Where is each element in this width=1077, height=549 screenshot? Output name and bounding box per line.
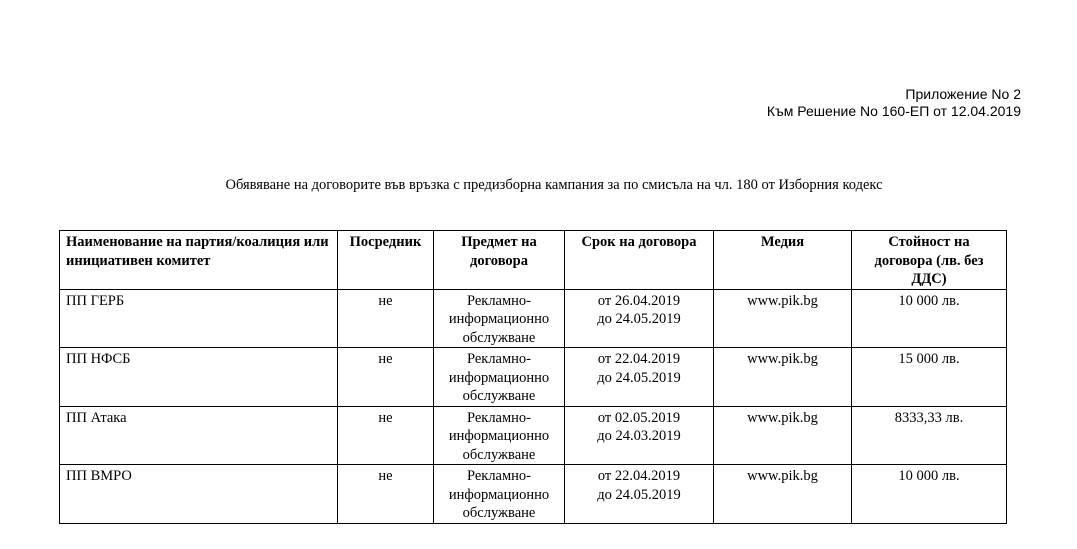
header-term: Срок на договора xyxy=(565,231,714,290)
term-from: от 22.04.2019 xyxy=(597,468,681,484)
cell-term xyxy=(565,465,714,524)
cell-intermediary: не xyxy=(338,348,434,407)
term-to: до 24.05.2019 xyxy=(597,486,681,503)
cell-subject: Рекламно-информационно обслужване xyxy=(434,289,565,348)
cell-party: ПП Атака xyxy=(60,406,338,465)
cell-media: www.pik.bg xyxy=(714,406,852,465)
cell-term xyxy=(565,348,714,407)
table-row xyxy=(60,348,1007,407)
annex-reference xyxy=(767,86,1021,120)
cell-value: 8333,33 лв. xyxy=(852,406,1007,465)
term-from: от 22.04.2019 xyxy=(597,351,681,367)
table-header-row xyxy=(60,231,1007,290)
cell-term xyxy=(565,289,714,348)
cell-media: www.pik.bg xyxy=(714,465,852,524)
cell-intermediary: не xyxy=(338,406,434,465)
cell-subject: Рекламно-информационно обслужване xyxy=(434,348,565,407)
table-row xyxy=(60,465,1007,524)
term-to: до 24.05.2019 xyxy=(597,311,681,327)
term-to: до 24.03.2019 xyxy=(597,428,681,444)
document-title: Обявяване на договорите във връзка с предизборна кампания за по смисъла на чл. 180 от Изборния кодекс xyxy=(225,177,883,193)
cell-value: 10 000 лв. xyxy=(852,465,1007,524)
header-media: Медия xyxy=(714,231,852,290)
cell-media: www.pik.bg xyxy=(714,348,852,407)
decision-reference: Към Решение No 160-ЕП от 12.04.2019 xyxy=(766,103,1021,119)
cell-party: ПП ВМРО xyxy=(60,465,338,524)
cell-intermediary: не xyxy=(338,289,434,348)
header-intermediary: Посредник xyxy=(338,231,434,290)
term-from: от 26.04.2019 xyxy=(597,292,681,309)
contracts-table xyxy=(59,230,1007,524)
annex-number: Приложение No 2 xyxy=(905,86,1021,102)
cell-term xyxy=(565,406,714,465)
cell-subject: Рекламно-информационно обслужване xyxy=(434,465,565,524)
table-row xyxy=(60,406,1007,465)
header-party: Наименование на партия/коалиция или инициативен комитет xyxy=(60,231,338,290)
table-row xyxy=(60,289,1007,348)
cell-party: ПП ГЕРБ xyxy=(60,289,338,348)
term-from: от 02.05.2019 xyxy=(597,409,681,426)
cell-party: ПП НФСБ xyxy=(60,348,338,407)
cell-value: 15 000 лв. xyxy=(852,348,1007,407)
cell-media: www.pik.bg xyxy=(714,289,852,348)
cell-subject: Рекламно-информационно обслужване xyxy=(434,406,565,465)
cell-value: 10 000 лв. xyxy=(852,289,1007,348)
header-subject: Предмет на договора xyxy=(434,231,565,290)
header-value: Стойност на договора (лв. без ДДС) xyxy=(852,231,1007,290)
term-to: до 24.05.2019 xyxy=(597,369,681,386)
cell-intermediary: не xyxy=(338,465,434,524)
